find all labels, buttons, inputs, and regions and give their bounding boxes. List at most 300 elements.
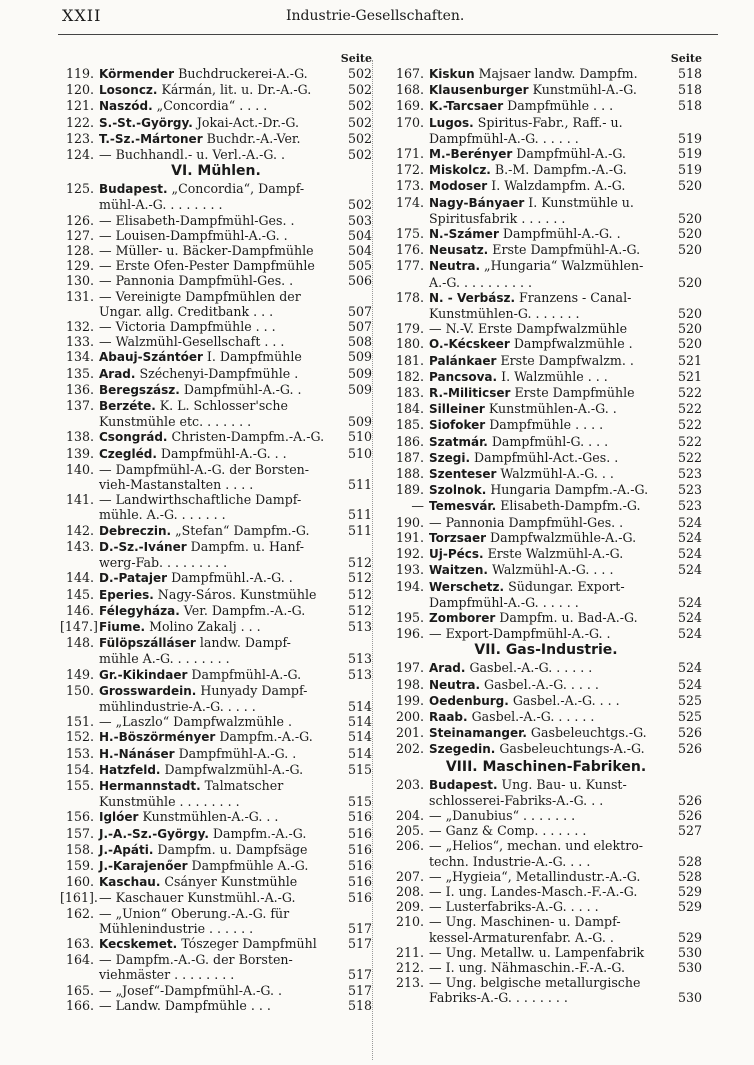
entry-page: 508 — [347, 334, 372, 350]
left-column — [60, 52, 372, 1013]
entry-text — [424, 98, 676, 114]
entry-number: 198. — [395, 676, 424, 692]
entry-text — [94, 842, 346, 858]
entry-page: 513 — [347, 651, 372, 667]
entry-page — [676, 258, 702, 274]
entry-text — [94, 115, 346, 131]
entry-page: 518 — [677, 82, 702, 98]
entry-page: 518 — [677, 98, 702, 114]
entry-number: 137. — [65, 398, 94, 414]
list-item — [390, 306, 702, 321]
entry-text — [94, 729, 346, 745]
entry-text — [424, 823, 676, 838]
entry-description: viehmäster . . . . . . . . — [99, 967, 235, 983]
entry-description: Kunstmühlen-G. . . . . . . — [429, 306, 580, 322]
entry-description: — „Union“ Oberung.-A.-G. für — [99, 905, 290, 921]
entry-text — [94, 587, 346, 603]
list-item — [60, 243, 372, 258]
entry-description: — Landwirthschaftliche Dampf- — [99, 492, 302, 508]
entry-text — [94, 570, 346, 586]
entry-text — [94, 414, 346, 429]
entry-page: 530 — [677, 944, 702, 960]
entry-description: Südungar. Export- — [504, 578, 625, 594]
entry-text — [424, 990, 676, 1005]
entry-description: Dampfmühl-A.-G. . . . . . — [429, 130, 579, 146]
entry-text — [424, 434, 676, 450]
entry-text — [424, 482, 676, 498]
entry-number: [161]. — [60, 890, 98, 906]
entry-place: D.-Patajer — [99, 571, 168, 586]
list-item — [60, 778, 372, 794]
list-item — [60, 98, 372, 114]
list-item — [60, 147, 372, 162]
entry-text — [424, 66, 676, 82]
entry-number: 180. — [395, 336, 424, 352]
entry-place: Fiume. — [99, 619, 146, 634]
entry-text — [424, 884, 676, 899]
list-item — [390, 369, 702, 385]
entry-page: 504 — [347, 227, 372, 243]
entry-text — [94, 66, 346, 82]
entry-page: 509 — [347, 349, 372, 365]
entry-place: Oedenburg. — [429, 693, 509, 708]
entry-description: Nagy-Sáros. Kunstmühle — [153, 586, 317, 602]
list-item — [390, 838, 702, 853]
entry-text — [424, 515, 676, 530]
entry-number: 145. — [65, 586, 94, 602]
entry-place: Nagy-Bányaer — [429, 195, 525, 210]
entry-text — [424, 945, 676, 960]
entry-description: Buchdr.-A.-Ver. — [202, 130, 301, 146]
entry-page: 522 — [677, 449, 702, 465]
entry-text — [424, 777, 676, 793]
entry-page: 520 — [677, 210, 702, 226]
entry-text — [424, 466, 676, 482]
entry-text — [424, 530, 676, 546]
entry-text — [94, 429, 346, 445]
entry-place: D.-Sz.-Iváner — [99, 539, 187, 554]
entry-page: 524 — [677, 562, 702, 578]
entry-text — [424, 131, 676, 146]
list-item — [390, 945, 702, 960]
entry-text — [424, 417, 676, 433]
entry-text — [424, 242, 676, 258]
entry-number: 185. — [395, 417, 424, 433]
entry-description: — Ung. belgische metallurgische — [429, 975, 641, 991]
seite-label: Seite — [670, 52, 702, 65]
entry-text — [424, 162, 676, 178]
entry-text — [94, 555, 346, 570]
entry-page — [346, 906, 372, 921]
list-item — [60, 492, 372, 507]
entry-description: Spiritusfabrik . . . . . . — [429, 210, 566, 226]
entry-description: Ver. Dampfm.-A.-G. — [179, 602, 306, 618]
list-item — [60, 382, 372, 398]
list-item — [60, 570, 372, 586]
entry-text — [94, 809, 346, 825]
entry-text — [424, 914, 676, 929]
entry-place: N. - Verbász. — [429, 290, 515, 305]
entry-description: — Elisabeth-Dampfmühl-Ges. . — [99, 212, 295, 228]
entry-page: 514 — [347, 698, 372, 714]
entry-place: M.-Berényer — [429, 147, 513, 162]
entry-text — [94, 539, 346, 555]
entry-page — [676, 777, 702, 793]
entry-place: Fülöpszálláser — [99, 636, 196, 651]
entry-place: N.-Számer — [429, 227, 499, 242]
list-item — [390, 546, 702, 562]
entry-page — [346, 289, 372, 304]
list-item — [390, 211, 702, 226]
entry-text — [94, 446, 346, 462]
entry-number: 192. — [395, 546, 424, 562]
entry-number: 169. — [395, 98, 424, 114]
list-item — [390, 450, 702, 466]
entry-page: 509 — [347, 365, 372, 381]
entry-place: Miskolcz. — [429, 163, 491, 178]
entry-page: 502 — [347, 114, 372, 130]
entry-description: — Ung. Maschinen- u. Dampf- — [429, 914, 621, 930]
entry-text — [424, 626, 676, 641]
entry-place: J.-A.-Sz.-György. — [99, 826, 209, 841]
entry-place: Arad. — [429, 661, 466, 676]
entry-description: vieh-Mastanstalten . . . . — [99, 477, 254, 493]
entry-description: Fabriks-A.-G. . . . . . . . — [429, 990, 568, 1006]
entry-text — [94, 523, 346, 539]
entry-page: 510 — [347, 445, 372, 461]
entry-description: Dampfm.-A.-G. — [208, 825, 307, 841]
list-item — [390, 530, 702, 546]
entry-page: 524 — [677, 626, 702, 642]
entry-page — [676, 579, 702, 595]
entry-page: 523 — [677, 482, 702, 498]
list-item — [60, 477, 372, 492]
entry-description: „Concordia“ . . . . — [152, 98, 268, 114]
entry-number: 130. — [65, 273, 94, 289]
entry-number: 203. — [395, 776, 424, 792]
entry-description: Dampfwalzmühle . — [509, 336, 633, 352]
entry-place: K.-Tarcsaer — [429, 99, 504, 114]
entry-page: 514 — [347, 729, 372, 745]
entry-place: Szatmár. — [429, 434, 488, 449]
list-item — [60, 651, 372, 666]
entry-text — [424, 82, 676, 98]
entry-description: mühle A.-G. . . . . . . . — [99, 651, 230, 667]
entry-number: 164. — [65, 952, 94, 968]
entry-description: — Müller- u. Bäcker-Dampfmühle — [99, 243, 314, 259]
entry-description: — Vereinigte Dampfmühlen der — [99, 288, 301, 304]
list-item — [60, 398, 372, 414]
entry-place: Kiskun — [429, 67, 475, 81]
entry-place: Csongrád. — [99, 430, 168, 445]
entry-page: 519 — [677, 146, 702, 162]
entry-page: 514 — [347, 714, 372, 730]
entry-page: 520 — [677, 242, 702, 258]
entry-page: 524 — [677, 609, 702, 625]
entry-place: O.-Kécskeer — [429, 337, 510, 352]
list-item — [60, 952, 372, 967]
entry-page: 509 — [347, 381, 372, 397]
entry-text — [424, 290, 676, 306]
entry-place: S.-St.-György. — [99, 115, 193, 130]
entry-number: 131. — [65, 288, 94, 304]
entry-description: Dampfm. u. Hanf- — [186, 538, 305, 554]
entry-text — [94, 714, 346, 729]
entry-place: Neutra. — [429, 259, 481, 274]
entry-description: Dampfmühle . . . . — [485, 417, 604, 433]
entry-text — [424, 546, 676, 562]
entry-description: Erste Dampfmühle — [510, 385, 635, 401]
entry-text — [424, 226, 676, 242]
entry-text — [424, 353, 676, 369]
entry-place: Klausenburger — [429, 83, 529, 98]
entry-description: Dampfmühl-A.-G. . — [498, 226, 621, 242]
list-item — [60, 349, 372, 365]
entry-description: Majsaer landw. Dampfm. — [474, 66, 638, 81]
entry-description: I. Dampfmühle — [202, 349, 302, 365]
entry-text — [94, 683, 346, 699]
entry-text — [94, 619, 346, 635]
section-heading: VI. Mühlen. — [171, 163, 261, 180]
entry-number: 135. — [65, 365, 94, 381]
entry-number: 138. — [65, 429, 94, 445]
entry-number — [390, 930, 424, 945]
list-item — [60, 906, 372, 921]
entry-place: Szegedin. — [429, 742, 496, 757]
entry-page: 529 — [677, 899, 702, 915]
entry-place: Abauj-Szántóer — [99, 350, 203, 365]
entry-number: 183. — [395, 385, 424, 401]
entry-number: 189. — [395, 482, 424, 498]
entry-description: — „Josef“-Dampfmühl-A.-G. . — [99, 982, 282, 998]
entry-number — [390, 854, 424, 869]
entry-page: 504 — [347, 243, 372, 259]
list-item — [390, 930, 702, 945]
list-item — [60, 523, 372, 539]
entry-number: 173. — [395, 178, 424, 194]
entry-description: Csányer Kunstmühle — [160, 874, 298, 890]
entry-description: — Ung. Metallw. u. Lampenfabrik — [429, 944, 645, 960]
entry-page: 524 — [677, 546, 702, 562]
entry-number — [390, 306, 424, 321]
entry-number: — — [411, 498, 424, 514]
entry-number: 208. — [395, 883, 424, 899]
list-item — [60, 998, 372, 1013]
entry-description: I. Kunstmühle u. — [524, 194, 634, 210]
entry-description: mühlindustrie-A.-G. . . . . — [99, 698, 256, 714]
entry-page: 523 — [677, 498, 702, 514]
entry-page — [676, 290, 702, 306]
entry-text — [424, 275, 676, 290]
list-item — [390, 626, 702, 641]
entry-number: [147.] — [60, 618, 98, 634]
entry-description: Erste Dampfmühl-A.-G. — [488, 242, 641, 258]
entry-text — [94, 181, 346, 197]
list-item — [60, 414, 372, 429]
entry-number — [60, 555, 94, 570]
entry-place: Szegi. — [429, 450, 471, 465]
entry-number: 152. — [65, 729, 94, 745]
entry-place: Palánkaer — [429, 353, 497, 368]
entry-text — [424, 146, 676, 162]
list-item — [390, 693, 702, 709]
entry-number: 166. — [65, 997, 94, 1013]
entry-number: 124. — [65, 147, 94, 163]
entry-description: — Lusterfabriks-A.-G. . . . . — [429, 899, 599, 915]
list-item — [390, 401, 702, 417]
entry-number — [60, 651, 94, 666]
entry-number: 139. — [65, 445, 94, 461]
entry-place: Gr.-Kikindaer — [99, 667, 188, 682]
entry-place: Körmender — [99, 67, 175, 81]
list-item — [60, 304, 372, 319]
entry-description: Dampfmühl-Act.-Ges. . — [470, 449, 619, 465]
header-rule — [58, 34, 718, 35]
entry-number: 136. — [65, 381, 94, 397]
entry-text — [424, 610, 676, 626]
entry-text — [424, 498, 676, 514]
entry-page: 507 — [347, 303, 372, 319]
entry-text — [424, 306, 676, 321]
entry-page: 517 — [347, 982, 372, 998]
entry-page: 526 — [677, 741, 702, 757]
list-item — [390, 823, 702, 838]
entry-description: Hungaria Dampfm.-A.-G. — [486, 482, 649, 498]
entry-text — [94, 304, 346, 319]
entry-text — [424, 258, 676, 274]
entry-place: Czegléd. — [99, 446, 157, 461]
entry-place: Pancsova. — [429, 369, 498, 384]
entry-description: — Louisen-Dampfmühl-A.-G. . — [99, 227, 288, 243]
list-item — [60, 197, 372, 212]
entry-number: 126. — [65, 212, 94, 228]
entry-number — [390, 793, 424, 808]
list-item — [390, 115, 702, 131]
list-item — [60, 890, 372, 905]
entry-description: Dampfmühle A.-G. — [187, 857, 309, 873]
entry-description: — Walzmühl-Gesellschaft . . . — [99, 334, 285, 350]
list-item — [390, 610, 702, 626]
list-item — [60, 258, 372, 273]
entry-page: 512 — [347, 555, 372, 571]
entry-description: „Concordia“, Dampf- — [167, 181, 305, 197]
entry-number: 209. — [395, 899, 424, 915]
seite-label: Seite — [340, 52, 372, 65]
entry-number: 182. — [395, 368, 424, 384]
entry-number: 122. — [65, 114, 94, 130]
entry-page: 524 — [677, 594, 702, 610]
entry-text — [94, 826, 346, 842]
entry-page: 511 — [347, 507, 372, 523]
list-item — [60, 667, 372, 683]
entry-text — [94, 651, 346, 666]
entry-page — [346, 635, 372, 651]
list-item — [390, 482, 702, 498]
entry-page: 516 — [347, 874, 372, 890]
entry-place: Silleiner — [429, 402, 485, 417]
entry-description: — Kaschauer Kunstmühl.-A.-G. — [99, 890, 296, 906]
entry-number: 163. — [65, 935, 94, 951]
list-item — [390, 98, 702, 114]
entry-text — [94, 228, 346, 243]
entry-text — [94, 778, 346, 794]
section-heading: VII. Gas-Industrie. — [474, 642, 618, 659]
entry-place: Lugos. — [429, 115, 474, 130]
entry-text — [94, 289, 346, 304]
entry-description: — N.-V. Erste Dampfwalzmühle — [429, 321, 628, 337]
entry-page: 524 — [677, 676, 702, 692]
entry-place: Berzéte. — [99, 399, 156, 414]
entry-number: 199. — [395, 692, 424, 708]
entry-description: Gasbel.-A.-G. . . . . . — [467, 708, 595, 724]
list-item — [390, 434, 702, 450]
list-item — [390, 258, 702, 274]
entry-description: I. Walzmühle . . . — [497, 368, 608, 384]
entry-text — [94, 366, 346, 382]
entry-number: 153. — [65, 745, 94, 761]
entry-text — [94, 858, 346, 874]
list-item — [60, 587, 372, 603]
entry-text — [94, 477, 346, 492]
list-item — [60, 319, 372, 334]
list-item — [60, 507, 372, 522]
entry-text — [94, 746, 346, 762]
entry-number: 155. — [65, 777, 94, 793]
entry-page — [346, 683, 372, 699]
list-item — [390, 660, 702, 676]
entry-number: 206. — [395, 838, 424, 854]
entry-text — [424, 401, 676, 417]
entry-text — [94, 334, 346, 349]
entry-description: Walzmühl-A.-G. . . . — [487, 562, 614, 578]
entry-page: 507 — [347, 319, 372, 335]
list-item — [390, 417, 702, 433]
list-item — [60, 66, 372, 82]
entry-number: 204. — [395, 807, 424, 823]
entry-page: 525 — [677, 692, 702, 708]
list-item — [60, 603, 372, 619]
entry-page: 502 — [347, 82, 372, 98]
entry-description: „Stefan“ Dampfm.-G. — [171, 522, 310, 538]
list-item — [390, 677, 702, 693]
page-title: Industrie-Gesellschaften. — [286, 8, 465, 24]
entry-page: 511 — [347, 522, 372, 538]
entry-description: Dampfmühl-A.-G. . — [179, 381, 302, 397]
list-item — [390, 336, 702, 352]
entry-page: 513 — [347, 618, 372, 634]
entry-page: 520 — [677, 336, 702, 352]
entry-place: Neusatz. — [429, 243, 489, 258]
entry-description: A.-G. . . . . . . . . . — [429, 274, 533, 290]
entry-description: Dampfmühl-A.-G. . . . . . — [429, 594, 579, 610]
entry-number: 197. — [395, 660, 424, 676]
entry-number — [60, 921, 94, 936]
entry-description: Dampfmühl-A.-G. . . — [156, 445, 287, 461]
entry-text — [424, 450, 676, 466]
entry-page: 529 — [677, 929, 702, 945]
list-item — [60, 746, 372, 762]
entry-text — [94, 349, 346, 365]
list-item — [390, 66, 702, 82]
list-item — [60, 699, 372, 714]
entry-text — [94, 492, 346, 507]
entry-description: Elisabeth-Dampfm.-G. — [496, 498, 641, 514]
entry-number: 159. — [65, 857, 94, 873]
entry-description: Mühlenindustrie . . . . . . — [99, 920, 254, 936]
entry-number: 205. — [395, 823, 424, 839]
entry-place: Waitzen. — [429, 563, 488, 578]
entry-description: Dampfmühl.-A.-G. . — [167, 570, 293, 586]
